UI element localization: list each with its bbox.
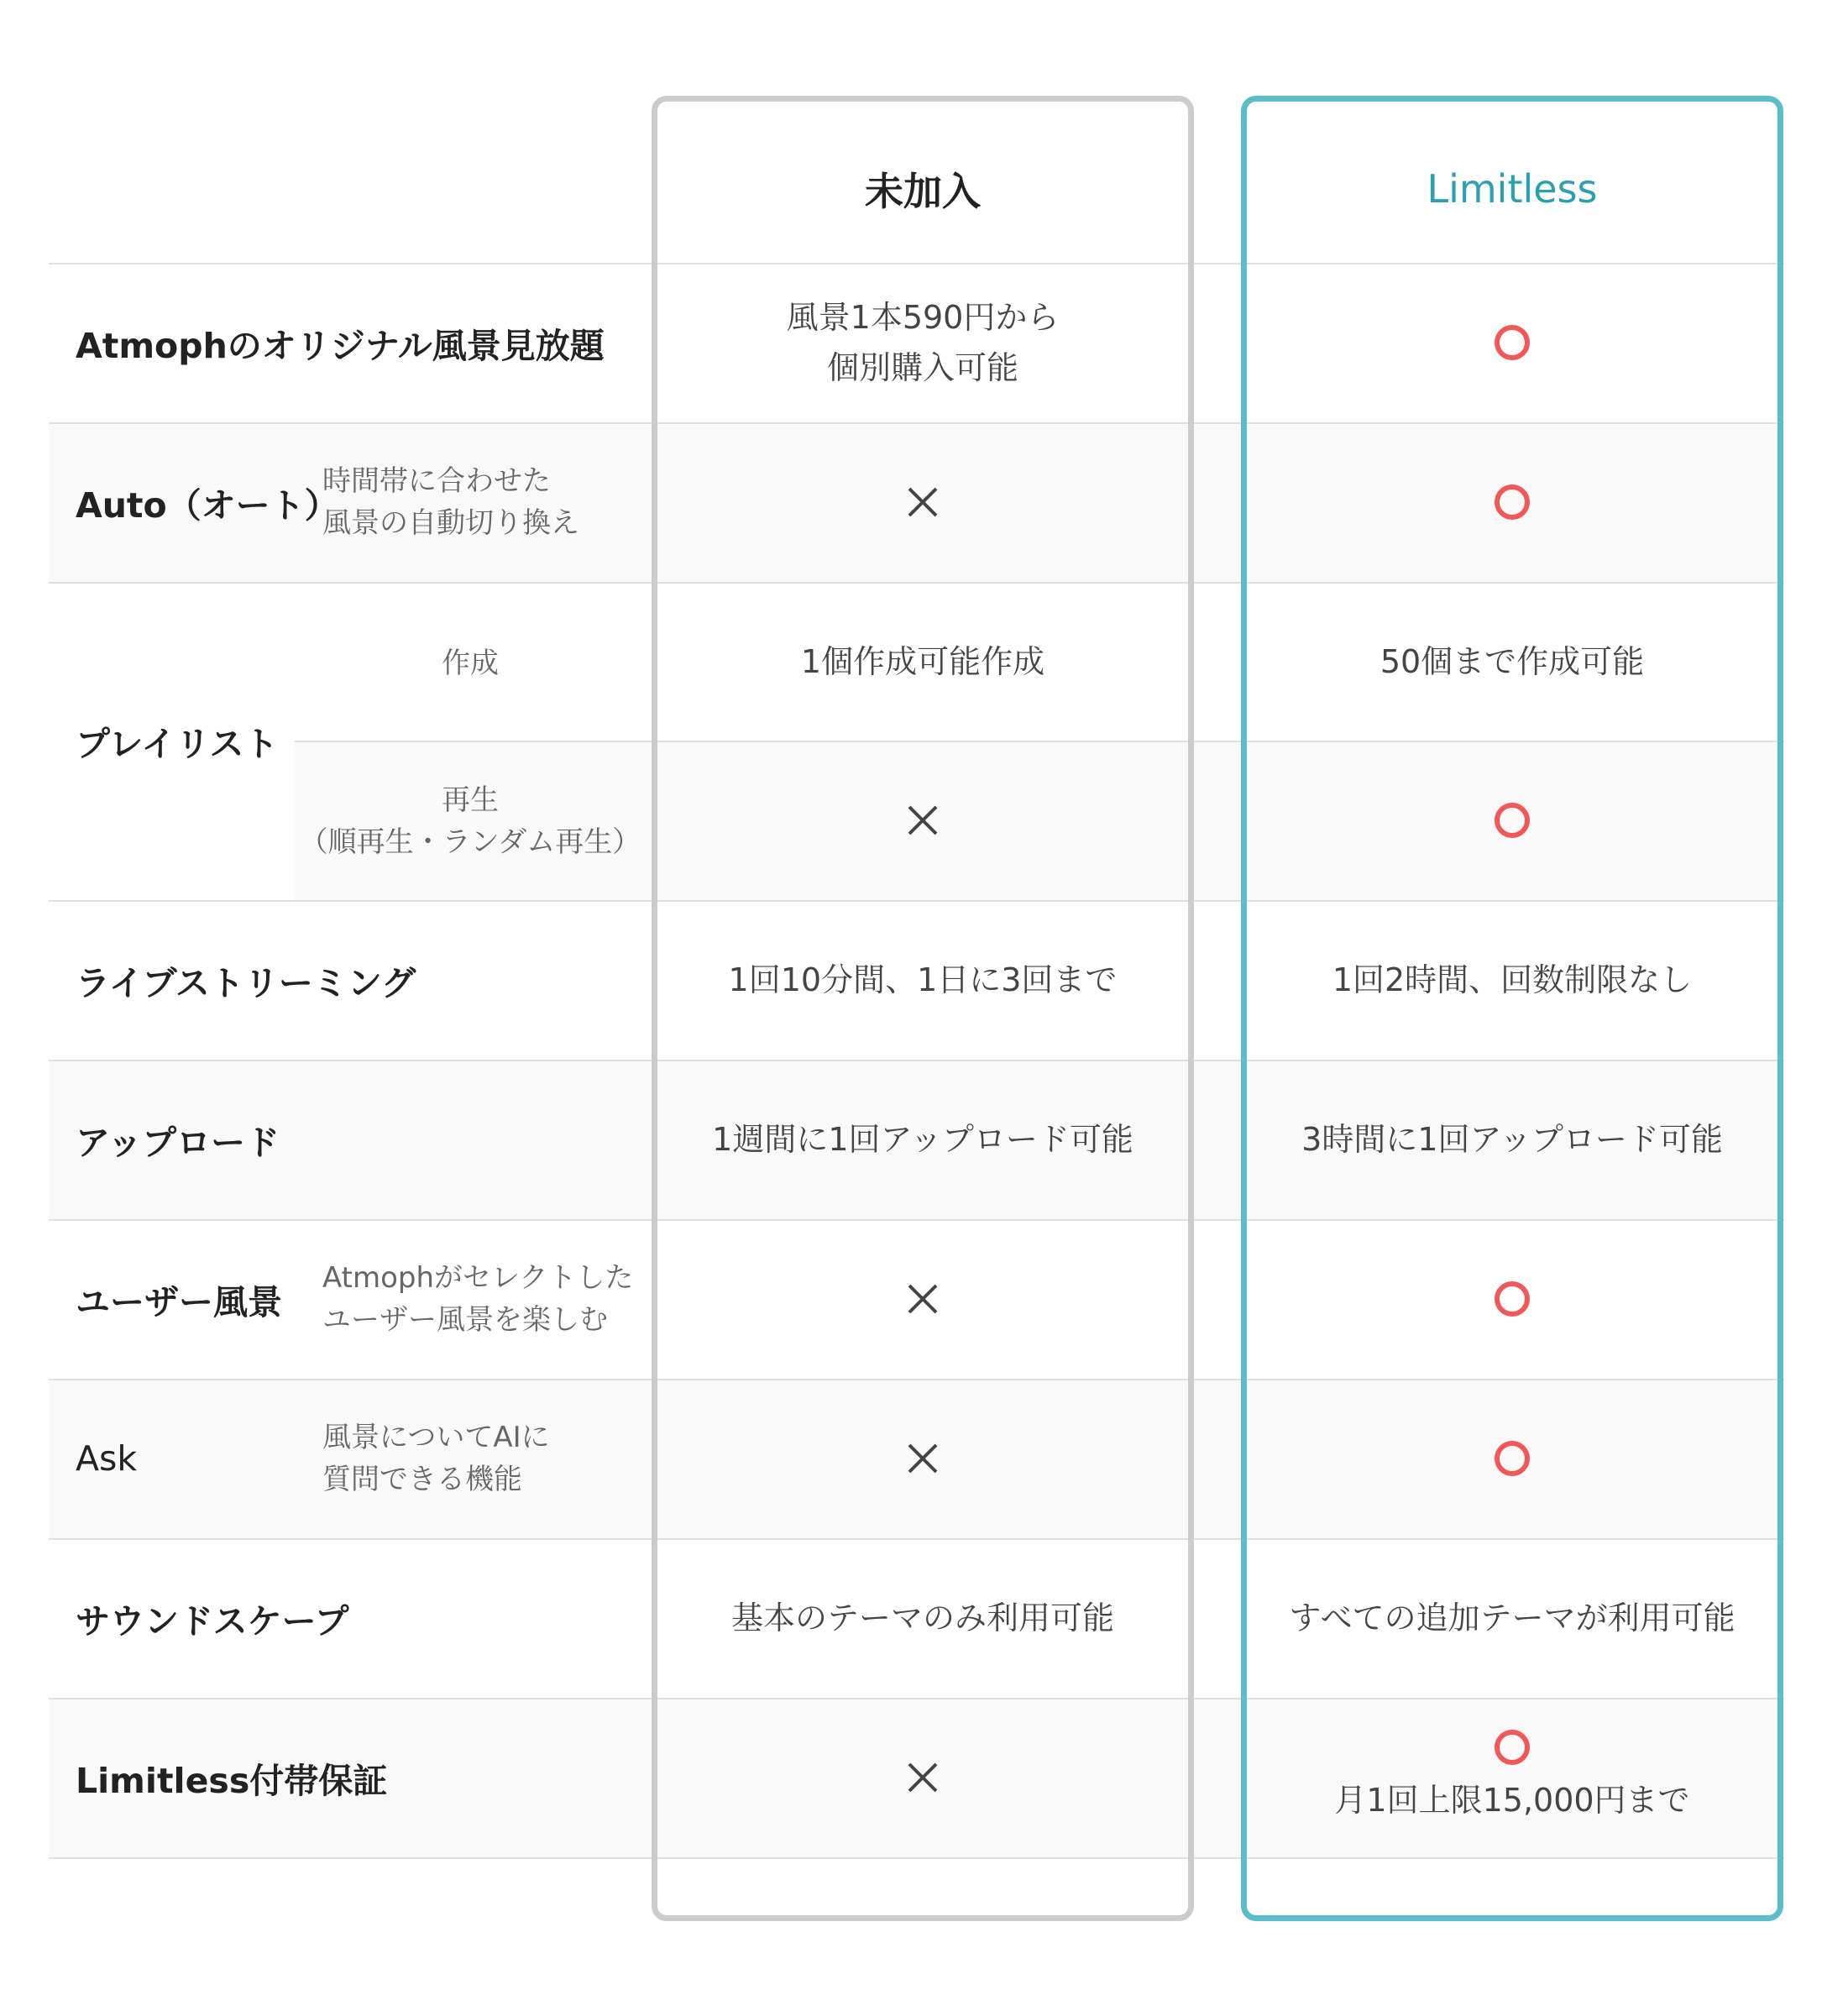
check-circle-icon [1495,1730,1530,1765]
free-soundscape-cell: 基本のテーマのみ利用可能 [730,1600,1114,1636]
check-circle-icon [1495,484,1530,520]
cross-icon [907,1283,939,1315]
column-header-limitless: Limitless [1427,166,1598,212]
warranty-note: 月1回上限15,000円まで [1334,1782,1690,1819]
row-desc-ask-line1: 風景についてAIに [322,1421,550,1454]
limitless-warranty-cell [1241,1698,1783,1857]
free-warranty-cell [652,1698,1194,1857]
row-desc-ask [322,1416,550,1500]
limitless-playlist-create-cell: 50個まで作成可能 [1379,642,1645,680]
free-user-scenery-cell [652,1219,1194,1379]
free-auto-cell [652,422,1194,582]
free-upload-cell: 1週間に1回アップロード可能 [712,1121,1133,1158]
check-circle-icon [1495,803,1530,838]
cross-icon [907,1762,939,1793]
free-playlist-create-cell: 1個作成可能作成 [800,642,1045,680]
limitless-user-scenery-cell [1241,1219,1783,1379]
row-label-ask: Ask [76,1438,138,1479]
row-desc-user-scenery [322,1257,633,1341]
limitless-auto-cell [1241,422,1783,582]
row-desc-auto [322,460,579,544]
cross-icon [907,1443,939,1474]
row-desc-auto-line2: 風景の自動切り換え [322,506,579,540]
row-label-user-scenery: ユーザー風景 [76,1281,282,1322]
column-header-free: 未加入 [865,169,981,214]
limitless-soundscape-cell: すべての追加テーマが利用可能 [1289,1600,1735,1636]
free-streaming-cell: 1回10分間、1日に3回まで [728,961,1118,998]
row-label-streaming: ライブストリーミング [76,962,416,1003]
limitless-original-cell [1241,263,1783,422]
row-sub-playlist-play [294,779,647,863]
free-original-line2: 個別購入可能 [826,349,1018,386]
row-sub-playlist-play-line2: （順再生・ランダム再生） [299,825,641,859]
free-original-line1: 風景1本590円から [786,299,1060,336]
row-label-auto: Auto（オート） [76,484,339,526]
limitless-streaming-cell: 1回2時間、回数制限なし [1332,961,1693,998]
check-circle-icon [1495,1441,1530,1476]
row-sub-playlist-create: 作成 [442,647,499,680]
row-label-warranty: Limitless付帯保証 [76,1760,388,1801]
row-desc-user-scenery-line2: ユーザー風景を楽しむ [322,1303,608,1337]
row-label-playlist: プレイリスト [76,724,279,764]
limitless-playlist-play-cell [1241,741,1783,900]
limitless-upload-cell: 3時間に1回アップロード可能 [1301,1121,1723,1158]
row-desc-auto-line1: 時間帯に合わせた [322,464,551,498]
cross-icon [907,486,939,518]
row-desc-user-scenery-line1: Atmophがセレクトした [322,1261,634,1295]
row-desc-ask-line2: 質問できる機能 [322,1463,522,1496]
row-label-upload: アップロード [76,1122,280,1163]
free-ask-cell [652,1379,1194,1538]
row-sub-playlist-play-line1: 再生 [442,783,499,817]
free-playlist-play-cell [652,741,1194,900]
limitless-ask-cell [1241,1379,1783,1538]
row-label-soundscape: サウンドスケープ [76,1600,349,1642]
row-label-original: Atmophのオリジナル風景見放題 [76,325,605,366]
check-circle-icon [1495,325,1530,360]
check-circle-icon [1495,1281,1530,1317]
free-original-cell [652,263,1194,422]
cross-icon [907,804,939,836]
